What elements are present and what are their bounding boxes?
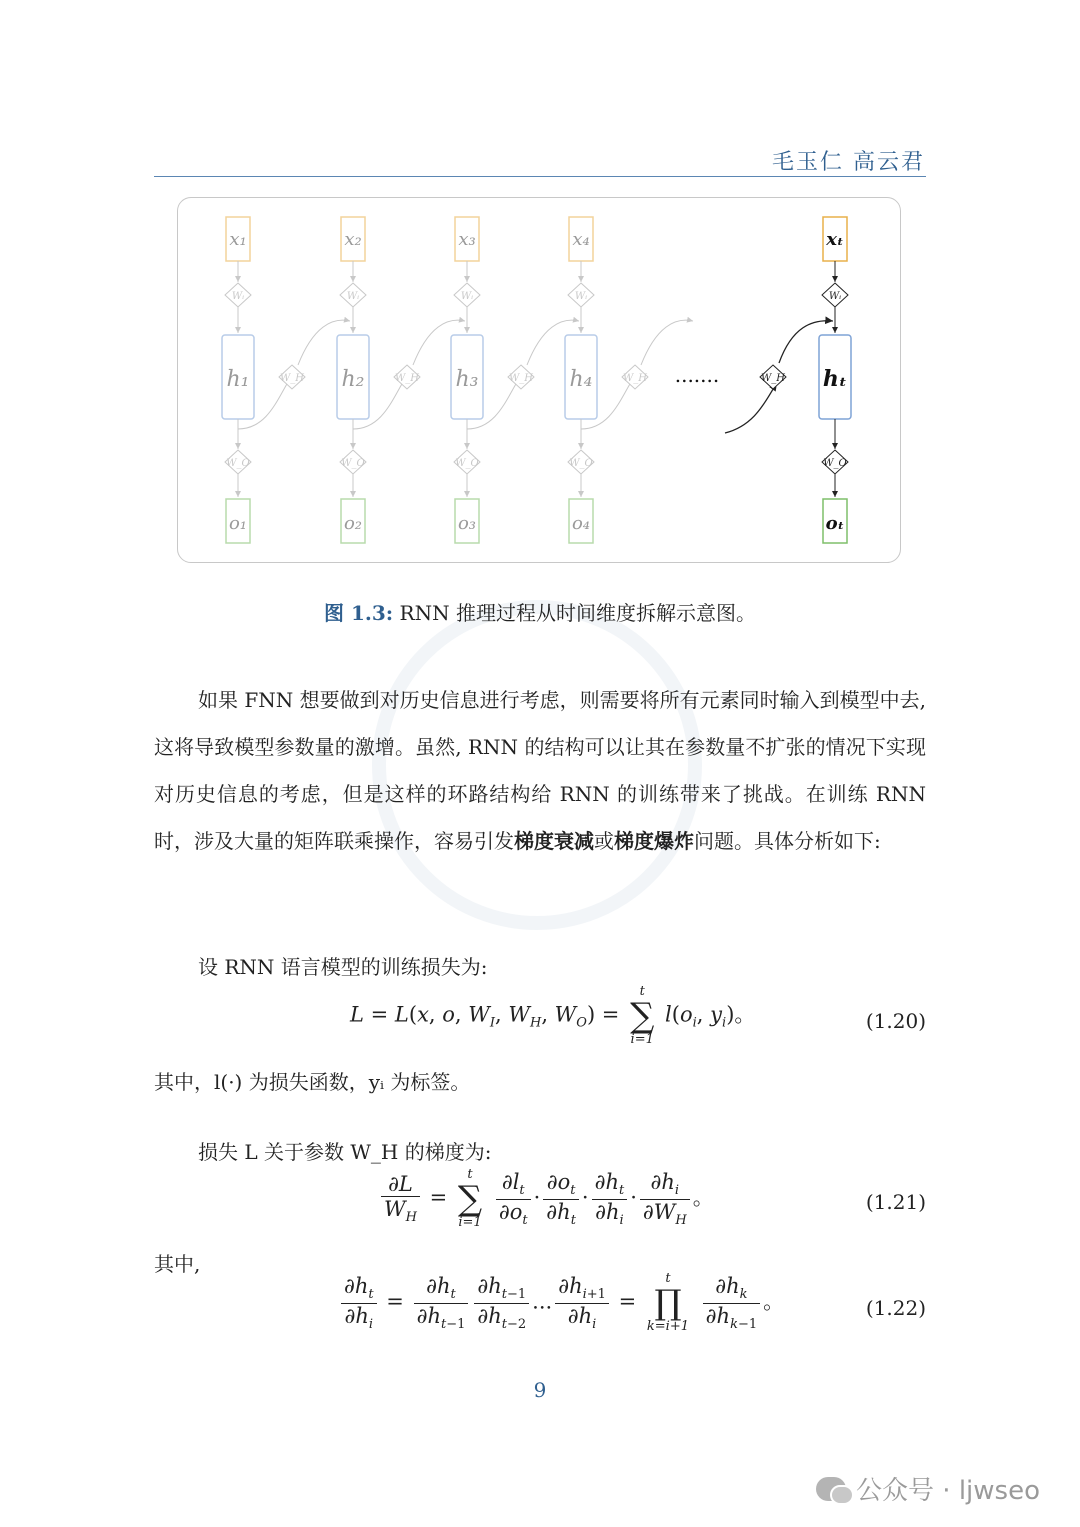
sum-lower-limit: i=1 (458, 1215, 482, 1230)
wh-node-1-label: W_H (280, 373, 304, 384)
output-label-3: o₃ (457, 513, 477, 534)
wi-node-t-label: Wᵢ (828, 291, 842, 302)
prod-upper-limit: t (665, 1271, 671, 1286)
hidden-label-2: h₂ (341, 367, 365, 392)
prod-lower-limit: k=i+1 (646, 1319, 689, 1334)
input-label-2: x₂ (344, 229, 362, 250)
paragraph-1-or: 或 (594, 829, 614, 853)
equation-1-22: $\frac{\partial h_t}{\partial h_i}$ = $\frac{\partial h_t}{\partial h_{t-1}}$ $\frac{\partial h_{t-1}}{\partial h_{t-2}}$ ... $\frac{\partial h_{i+1}}{\partial h_i}$ = t ∏ k=i+1 $\frac{\partial h_k}{\partial h_{k-1}}$ 。 (1.22) (154, 1272, 926, 1342)
equation-1-20: L = L(x, o, $W_I$, $W_H$, $W_O$) = t ∑ i=1 $l(o_i$, $y_i$)。 (1.20) (350, 984, 926, 1047)
term-gradient-vanishing: 梯度衰减 (514, 829, 594, 853)
paragraph-1-tail: 问题。具体分析如下: (694, 829, 881, 853)
equation-1-21: $\frac{\partial L}{W_H}$ = t ∑ i=1 $\frac{\partial l_t}{\partial o_t}$ · $\frac{\partial o_t}{\partial h_t}$ · $\frac{\partial h_t}{\partial h_i}$ · $\frac{\partial h_i}{\partial W_H}$ 。 (1.21) (154, 1168, 926, 1238)
gradient-intro: 损失 L 关于参数 W_H 的梯度为: (198, 1140, 492, 1164)
input-label-3: x₃ (458, 229, 476, 250)
header-authors: 毛玉仁 高云君 (772, 150, 925, 175)
wh-node-4-label: W_H (623, 373, 647, 384)
hidden-label-4: h₄ (569, 367, 593, 392)
hidden-label-t: hₜ (822, 366, 848, 392)
wi-node-4-label: Wᵢ (574, 291, 588, 302)
header-rule (154, 176, 926, 177)
recurrent-arrow-b-4 (641, 320, 693, 365)
hidden-label-3: h₃ (455, 367, 479, 392)
ellipsis-dots: ....... (674, 363, 720, 387)
sum-lower-limit: i=1 (630, 1032, 654, 1047)
paragraph-1 (154, 677, 926, 865)
hidden-label-1: h₁ (226, 367, 250, 392)
wi-node-3-label: Wᵢ (460, 291, 474, 302)
caption-text: RNN 推理过程从时间维度拆解示意图。 (393, 601, 756, 625)
wh-node-2-label: W_H (395, 373, 419, 384)
figure-caption (0, 597, 1080, 626)
wo-node-4-label: W_O (569, 458, 593, 469)
equation-number: (1.21) (865, 1190, 926, 1214)
wo-node-3-label: W_O (455, 458, 479, 469)
wi-node-1-label: Wᵢ (231, 291, 245, 302)
output-label-1: o₁ (228, 513, 248, 534)
input-label-1: x₁ (229, 229, 247, 250)
where-label: 其中, (154, 1252, 201, 1276)
wi-node-2-label: Wᵢ (346, 291, 360, 302)
sum-upper-limit: t (467, 1167, 473, 1182)
wechat-icon (816, 1477, 846, 1501)
wechat-watermark (816, 1470, 1040, 1507)
input-label-t: xₜ (826, 229, 844, 250)
output-label-2: o₂ (343, 513, 363, 534)
page-number: 9 (533, 1378, 547, 1402)
caption-label: 图 1.3: (324, 601, 394, 625)
output-label-4: o₄ (571, 513, 591, 534)
term-gradient-explosion: 梯度爆炸 (614, 829, 694, 853)
wo-node-2-label: W_O (341, 458, 365, 469)
recurrent-arrow-in (725, 383, 777, 433)
watermark-text: 公众号 · ljwseo (856, 1476, 1040, 1506)
output-label-t: oₜ (825, 513, 845, 534)
sum-upper-limit: t (639, 984, 645, 999)
equation-number: (1.22) (865, 1296, 926, 1320)
rnn-unrolled-diagram (177, 197, 901, 563)
wh-node-t-label: W_H (761, 373, 785, 384)
wo-node-1-label: W_O (226, 458, 250, 469)
paragraph-1-text: 如果 FNN 想要做到对历史信息进行考虑，则需要将所有元素同时输入到模型中去, 这将导致模型参数量的激增。虽然, RNN 的结构可以让其在参数量不扩张的情况下实现对历史信息的考虑，但是这样的环路结构给 RNN 的训练带来了挑战。在训练 RNN 时，涉及大量的矩阵联乘操作，容易引发 (154, 688, 926, 853)
wo-node-t-label: W_O (823, 458, 847, 469)
input-label-4: x₄ (572, 229, 590, 250)
loss-intro: 设 RNN 语言模型的训练损失为: (198, 955, 488, 979)
equation-number: (1.20) (865, 1009, 926, 1033)
wh-node-3-label: W_H (509, 373, 533, 384)
where-loss: 其中，l(·) 为损失函数，yᵢ 为标签。 (154, 1070, 471, 1094)
